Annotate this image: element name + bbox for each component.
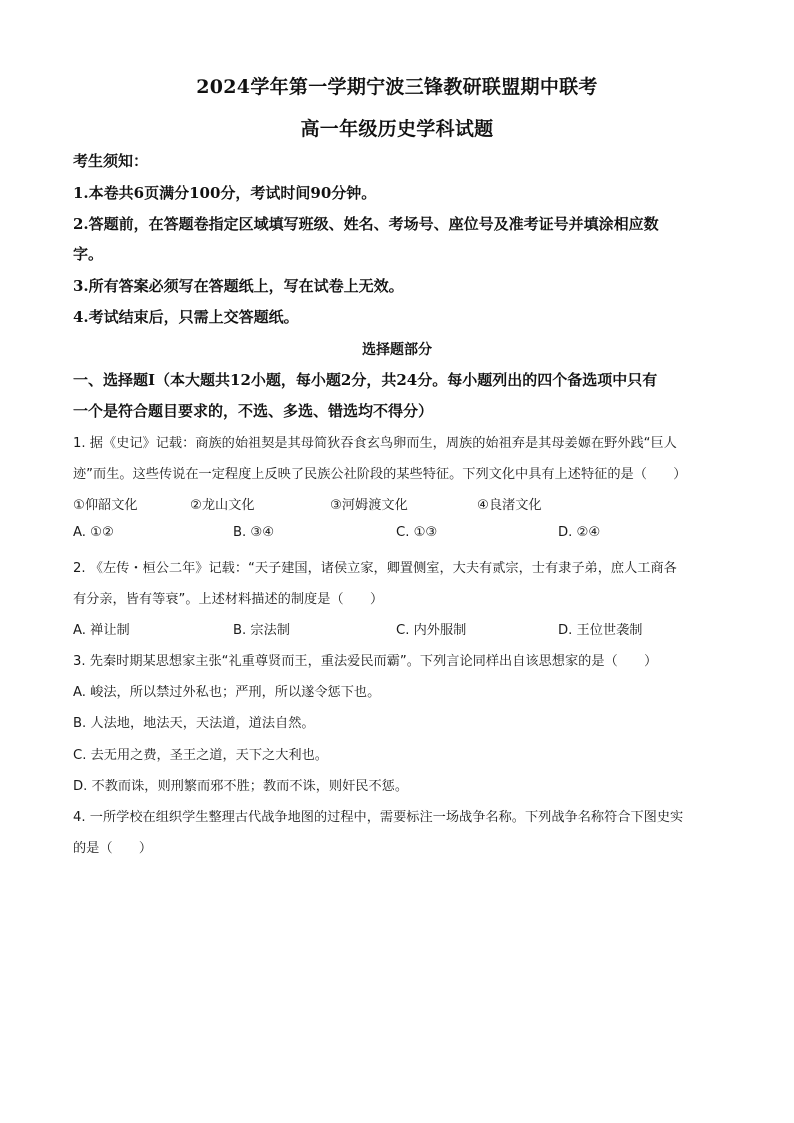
notice-item: 1.本卷共6页满分100分，考试时间90分钟。 (73, 184, 377, 202)
part-instruction: 一、选择题Ⅰ（本大题共12小题，每小题2分，共24分。每小题列出的四个备选项中只有 (73, 371, 658, 389)
question-1-option-b[interactable]: B. ③④ (233, 525, 275, 540)
question-2-option-c[interactable]: C. 内外服制 (396, 623, 467, 638)
exam-subtitle: 高一年级历史学科试题 (300, 118, 494, 140)
question-2-option-a[interactable]: A. 禅让制 (73, 623, 130, 638)
notice-heading: 考生须知： (73, 152, 149, 170)
question-4-stem: 的是（ ） (73, 841, 153, 856)
question-1-item: ①仰韶文化 (73, 498, 138, 513)
question-1-stem: 迹”而生。这些传说在一定程度上反映了民族公社阶段的某些特征。下列文化中具有上述特征的是（ ） (73, 467, 687, 482)
question-1-option-a[interactable]: A. ①② (73, 525, 114, 540)
question-1-option-c[interactable]: C. ①③ (396, 525, 438, 540)
question-1-item: ②龙山文化 (190, 498, 255, 513)
question-3-option-c[interactable]: C. 去无用之费，圣王之道，天下之大利也。 (73, 748, 328, 763)
exam-title: 2024学年第一学期宁波三锋教研联盟期中联考 (196, 76, 598, 98)
question-1-option-d[interactable]: D. ②④ (558, 525, 601, 540)
question-2-option-d[interactable]: D. 王位世袭制 (558, 623, 643, 638)
question-2-option-b[interactable]: B. 宗法制 (233, 623, 290, 638)
question-3-option-d[interactable]: D. 不教而诛，则刑繁而邪不胜；教而不诛，则奸民不惩。 (73, 779, 409, 794)
notice-item: 4.考试结束后，只需上交答题纸。 (73, 308, 299, 326)
question-2-stem: 有分亲，皆有等衰”。上述材料描述的制度是（ ） (73, 592, 384, 607)
part-instruction: 一个是符合题目要求的，不选、多选、错选均不得分） (73, 402, 434, 420)
notice-item: 2.答题前，在答题卷指定区域填写班级、姓名、考场号、座位号及准考证号并填涂相应数 (73, 215, 659, 233)
notice-item: 3.所有答案必须写在答题纸上，写在试卷上无效。 (73, 277, 404, 295)
question-2-stem: 2. 《左传・桓公二年》记载：“天子建国，诸侯立家，卿置侧室，大夫有贰宗，士有隶子弟，庶人工商各 (73, 561, 677, 576)
notice-item: 字。 (73, 245, 104, 263)
question-3-option-b[interactable]: B. 人法地，地法天，天法道，道法自然。 (73, 716, 315, 731)
question-1-item: ④良渚文化 (477, 498, 542, 513)
question-1-stem: 1. 据《史记》记载：商族的始祖契是其母简狄吞食玄鸟卵而生，周族的始祖弃是其母姜嫄在野外践“巨人 (73, 436, 677, 451)
question-1-item: ③河姆渡文化 (330, 498, 408, 513)
section-title: 选择题部分 (362, 342, 432, 358)
question-3-option-a[interactable]: A. 峻法，所以禁过外私也；严刑，所以遂令惩下也。 (73, 685, 381, 700)
question-3-stem: 3. 先秦时期某思想家主张“礼重尊贤而王，重法爱民而霸”。下列言论同样出自该思想家的是（ ） (73, 654, 658, 669)
question-4-stem: 4. 一所学校在组织学生整理古代战争地图的过程中，需要标注一场战争名称。下列战争名称符合下图史实 (73, 810, 684, 825)
